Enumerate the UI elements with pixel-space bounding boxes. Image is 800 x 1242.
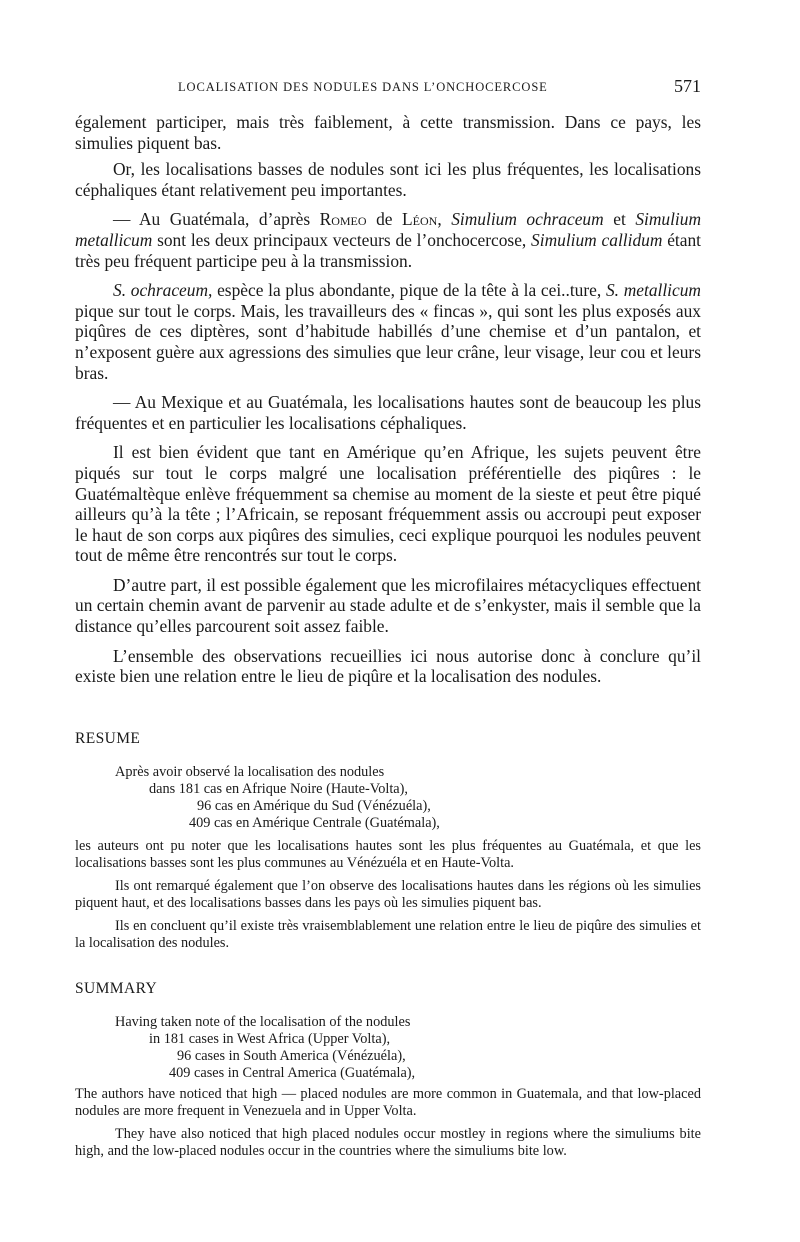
species-name: Simulium metallicum [75,209,702,250]
resume-section [75,764,701,958]
page-header [75,76,701,100]
paragraph-6: Il est bien évident que tant en Amérique qu’en Afrique, les sujets peuvent être piqués sur tout le corps malgré une localisation préférentielle des piqûres : le Guatémaltèque enlève fréquemment sa chemise au moment de la sieste et peut être piqué ailleurs qu’à la tête ; l’Africain, se reposant fréquemment assis ou accroupi peut exposer le haut de son corps aux piqûres des simulies, ceci explique pourquoi les nodules peuvent tout de même être rencontrés sur tout le corps. [75,442,701,566]
resume-case: 409 cas en Amérique Centrale (Guatémala), [189,815,440,831]
text-run: sont les deux principaux vecteurs de l’onchocercose, [152,229,532,250]
text-run: — Au Guatémala, d’après [113,209,320,230]
text-run: de [366,209,403,230]
author-name: Romeo [319,209,367,230]
summary-case: in 181 cases in West Africa (Upper Volta), [149,1031,391,1047]
species-name: S. ochraceum, [113,280,213,301]
paragraph-5: — Au Mexique et au Guatémala, les localisations hautes sont de beaucoup les plus fréquentes et en particulier les localisations céphaliques. [75,392,701,433]
resume-case: dans 181 cas en Afrique Noire (Haute-Volta), [149,781,408,797]
resume-title: RESUME [75,730,141,747]
paragraph-7: D’autre part, il est possible également que les microfilaires métacycliques effectuent un certain chemin avant de parvenir au stade adulte et de s’enkyster, mais il semble que la distance qu’elles parcourent soit assez faible. [75,574,701,637]
species-name: Simulium callidum [531,229,663,250]
summary-title: SUMMARY [75,980,158,997]
article-body [75,112,701,696]
resume-lead: Après avoir observé la localisation des nodules [115,764,385,780]
species-name: S. metallicum [605,280,701,301]
paragraph-3 [75,209,701,271]
species-name: Simulium ochraceum [451,209,604,230]
text-run: espèce la plus abondante, pique de la tête à la cei..ture, [212,280,606,301]
summary-paragraph-2: They have also noticed that high placed nodules occur mostley in regions where the simuliums bite high, and the low-placed nodules occur in the countries where the simuliums bite low. [75,1126,701,1159]
text-run: étant très peu fréquent participe peu à la transmission. [75,229,701,271]
paragraph-4 [75,280,701,383]
paragraph-2: Or, les localisations basses de nodules sont ici les plus fréquentes, les localisations céphaliques étant relativement peu importantes. [75,159,701,200]
summary-case: 409 cases in Central America (Guatémala), [169,1065,416,1081]
running-title: LOCALISATION DES NODULES DANS L’ONCHOCERCOSE [178,80,548,94]
page-number: 571 [674,76,701,96]
resume-paragraph-1: les auteurs ont pu noter que les localisations hautes sont les plus fréquentes au Guatémala, et que les localisations basses sont les plus communes au Vénézuéla et en Haute-Volta. [75,838,701,871]
summary-paragraph-1: The authors have noticed that high — placed nodules are more common in Guatemala, and that low-placed nodules are more frequent in Venezuela and in Upper Volta. [75,1086,701,1119]
resume-paragraph-2: Ils ont remarqué également que l’on observe des localisations hautes dans les régions où les simulies piquent haut, et des localisations basses dans les pays où les simulies piquent bas. [75,878,701,911]
summary-lead: Having taken note of the localisation of the nodules [115,1014,411,1030]
resume-case: 96 cas en Amérique du Sud (Vénézuéla), [197,798,431,814]
paragraph-8: L’ensemble des observations recueillies ici nous autorise donc à conclure qu’il existe bien une relation entre le lieu de piqûre et la localisation des nodules. [75,645,701,687]
author-name: Léon [402,209,438,230]
text-run: pique sur tout le corps. Mais, les travailleurs des « fincas », qui sont les plus exposés aux piqûres de ces diptères, sont d’habitude habillés d’une chemise et d’un pantalon, et n’exposent guère aux agressions des simulies que leur crâne, leur visage, leur cou et leurs bras. [75,300,701,383]
resume-paragraph-3: Ils en concluent qu’il existe très vraisemblablement une relation entre le lieu de piqûre des simulies et la localisation des nodules. [75,918,701,951]
summary-section [75,1014,701,1166]
paragraph-1: également participer, mais très faiblement, à cette transmission. Dans ce pays, les simulies piquent bas. [75,112,701,153]
text-run: et [603,209,636,230]
summary-case: 96 cases in South America (Vénézuéla), [177,1048,406,1064]
text-run: , [437,209,452,230]
